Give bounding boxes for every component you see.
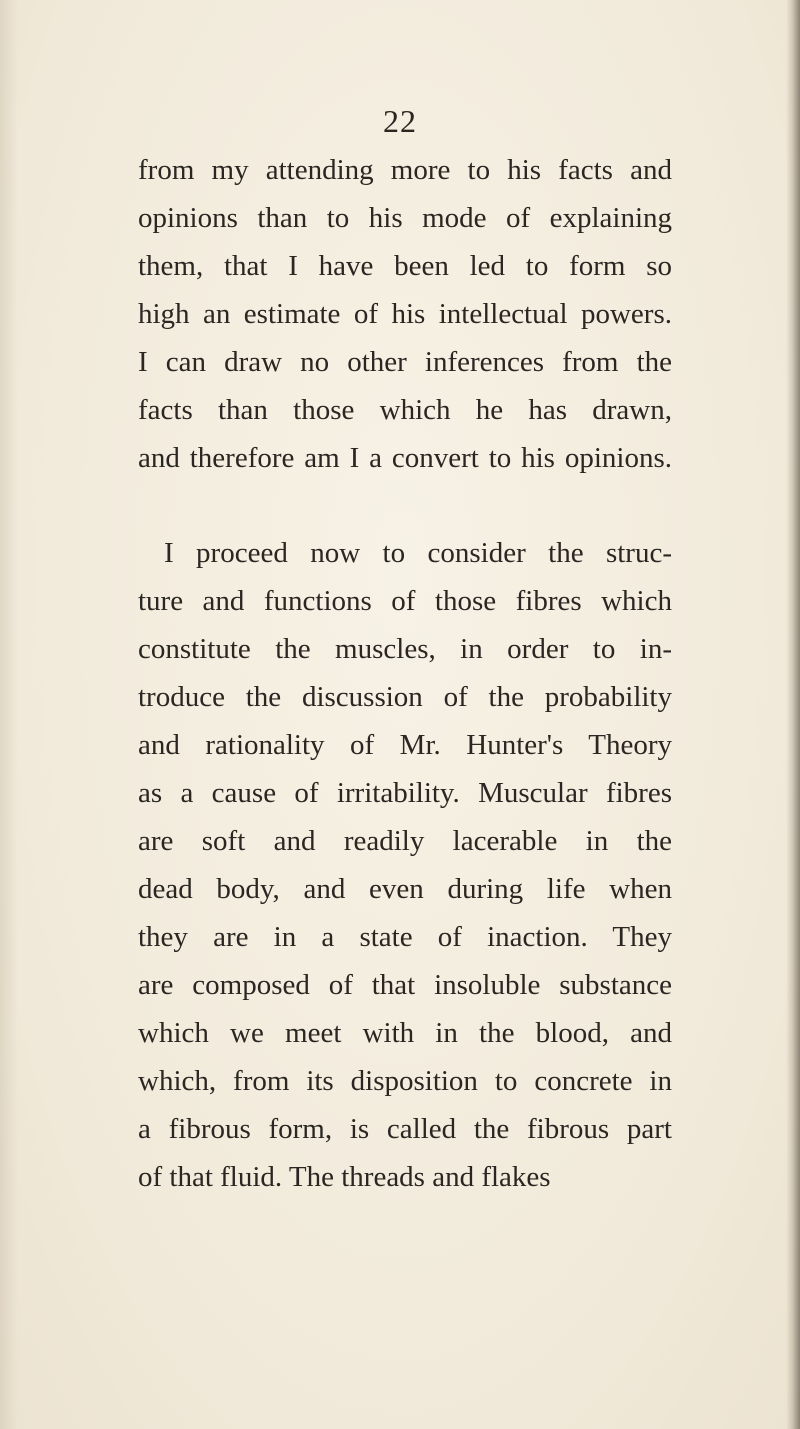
text-line: ture and functions of those fibres which <box>138 585 672 617</box>
text-line: of that fluid. The threads and flakes <box>138 1161 551 1193</box>
text-line: constitute the muscles, in order to in- <box>138 633 672 665</box>
text-line: are soft and readily lacerable in the <box>138 825 672 857</box>
text-line: I can draw no other inferences from the <box>138 346 672 378</box>
text-line: from my attending more to his facts and <box>138 154 672 186</box>
body-text <box>138 146 672 1201</box>
text-line: which we meet with in the blood, and <box>138 1017 672 1049</box>
text-line: troduce the discussion of the probability <box>138 681 672 713</box>
page-left-edge-shadow <box>0 0 18 1429</box>
text-line: a fibrous form, is called the fibrous part <box>138 1113 672 1145</box>
text-line: as a cause of irritability. Muscular fibres <box>138 777 672 809</box>
text-line: which, from its disposition to concrete in <box>138 1065 672 1097</box>
text-line: facts than those which he has drawn, <box>138 394 672 426</box>
page-number: 22 <box>383 103 417 139</box>
text-line: them, that I have been led to form so <box>138 250 672 282</box>
paragraph-2 <box>138 529 672 1201</box>
text-line: high an estimate of his intellectual powers. <box>138 298 672 330</box>
paragraph-1 <box>138 146 672 482</box>
text-line: I proceed now to consider the struc- <box>164 537 672 569</box>
text-line: opinions than to his mode of explaining <box>138 202 672 234</box>
text-line: and rationality of Mr. Hunter's Theory <box>138 729 672 761</box>
text-line: dead body, and even during life when <box>138 873 672 905</box>
text-line: they are in a state of inaction. They <box>138 921 672 953</box>
page-right-edge-shadow <box>786 0 800 1429</box>
text-line: are composed of that insoluble substance <box>138 969 672 1001</box>
paragraph-gap <box>138 482 672 529</box>
text-line: and therefore am I a convert to his opinions. <box>138 442 672 474</box>
